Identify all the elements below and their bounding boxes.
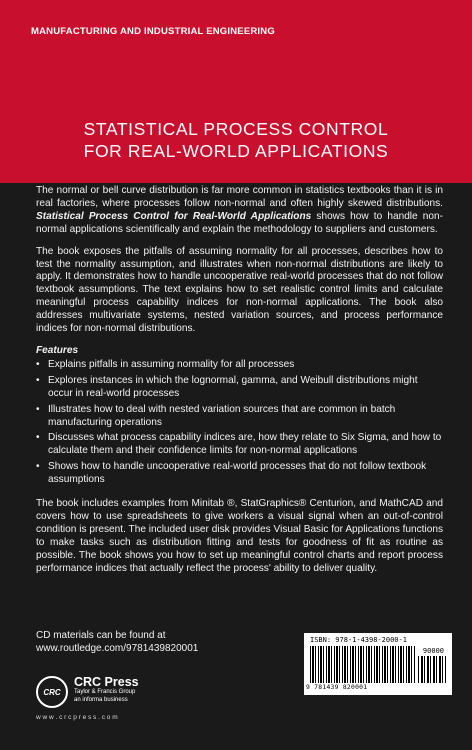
isbn-text: ISBN: 978-1-4398-2000-1: [310, 636, 407, 644]
feature-item: • Discusses what process capability indices are, how they relate to Six Sigma, and how to calculate them and their confidence limits for non-normal applications: [36, 432, 442, 457]
bullet-icon: •: [36, 374, 40, 386]
crc-logo-icon: CRC: [36, 676, 68, 708]
details-paragraph: The book exposes the pitfalls of assuming normality for all processes, describes how to test the normality assumption, and illustrates when non-normal distributions are likely to apply. It demonstrates how to handle uncooperative real-world processes that do not follow textbook assumptions. The text explains how to set realistic control limits and calculate meaningful process capability indices for non-normal applications. The book also addresses multivariate systems, nested variation sources, and process performance indices for non-normal distributions.: [36, 245, 443, 335]
feature-item: • Shows how to handle uncooperative real-world processes that do not follow textbook assumptions: [36, 461, 427, 486]
feature-item: • Illustrates how to deal with nested variation sources that are common in batch manufacturing operations: [36, 403, 396, 428]
features-list: [36, 359, 443, 487]
isbn-barcode: [304, 633, 452, 695]
bullet-icon: •: [36, 461, 40, 473]
publisher-group: Taylor & Francis Group: [74, 689, 136, 695]
barcode-digits: 9 781439 820001: [306, 684, 368, 691]
software-paragraph: The book includes examples from Minitab ®, StatGraphics® Centurion, and MathCAD and covers how to use spreadsheets to give workers a visual signal when an out-of-control condition is present. The included user disk provides Visual Basic for Applications functions to make tasks such as distribution fitting and tests for goodness of fit as routine as possible. The book shows you how to set up meaningful control charts and report process performance indices that actually reflect the process' ability to deliver quality.: [36, 498, 443, 574]
series-name: MANUFACTURING AND INDUSTRIAL ENGINEERING: [31, 26, 275, 37]
cd-materials-link[interactable]: www.routledge.com/9781439820001: [36, 642, 199, 654]
cover-top-band: [0, 0, 472, 183]
book-title-inline: Statistical Process Control for Real-World Applications: [36, 210, 312, 222]
book-title: [0, 118, 472, 162]
book-title-line-2: FOR REAL-WORLD APPLICATIONS: [83, 141, 389, 161]
publisher-name: CRC Press: [74, 675, 139, 689]
barcode-addon-bars: [418, 656, 446, 683]
back-cover-description: [36, 185, 443, 584]
bullet-icon: •: [36, 432, 40, 444]
book-title-line-1: STATISTICAL PROCESS CONTROL: [83, 119, 389, 139]
barcode-bars: [310, 646, 415, 683]
features-heading: Features: [36, 344, 79, 356]
publisher-website[interactable]: w w w . c r c p r e s s . c o m: [36, 714, 118, 721]
publisher-logo: [36, 676, 139, 708]
cd-materials-note: CD materials can be found at www.routledge.com/9781439820001: [36, 630, 199, 654]
barcode-addon-number: 90000: [422, 647, 444, 655]
publisher-informa: an informa business: [74, 697, 128, 703]
feature-item: • Explores instances in which the lognormal, gamma, and Weibull distributions might occur in real-world processes: [36, 374, 418, 399]
intro-paragraph: The normal or bell curve distribution is far more common in statistics textbooks than it is in real factories, where processes follow non-normal and often highly skewed distributions. Statistical Process Control for Real-World Applications shows how to handle non-normal applications scientifically and explain the methodology to suppliers and customers.: [36, 185, 444, 235]
feature-item: • Explains pitfalls in assuming normality for all processes: [36, 358, 295, 370]
bullet-icon: •: [36, 358, 40, 370]
bullet-icon: •: [36, 403, 40, 415]
